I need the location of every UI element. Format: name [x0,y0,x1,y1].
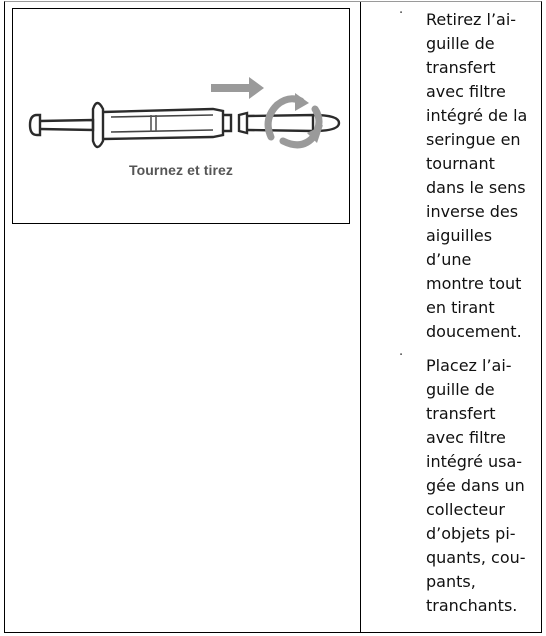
bullet-marker: · [399,6,404,21]
instruction-list [361,2,541,618]
instruction-item [361,344,541,618]
instruction-text: Retirez l’ai- guille de transfert avec filtre intégré de la seringue en tournant dans le sens inverse des aiguilles d’une montre tout en tirant doucement. [426,10,528,341]
syringe-twist-pull-illustration [13,9,349,223]
instruction-item [361,2,541,344]
instruction-table [4,1,542,633]
instruction-text: Placez l’ai- guille de transfert avec filtre intégré usa- gée dans un collecteur d’objets pi- quants, cou- pants, tranchants. [426,356,526,615]
bullet-marker: · [399,348,404,363]
illustration-panel [12,8,350,224]
figure-caption: Tournez et tirez [128,162,234,178]
